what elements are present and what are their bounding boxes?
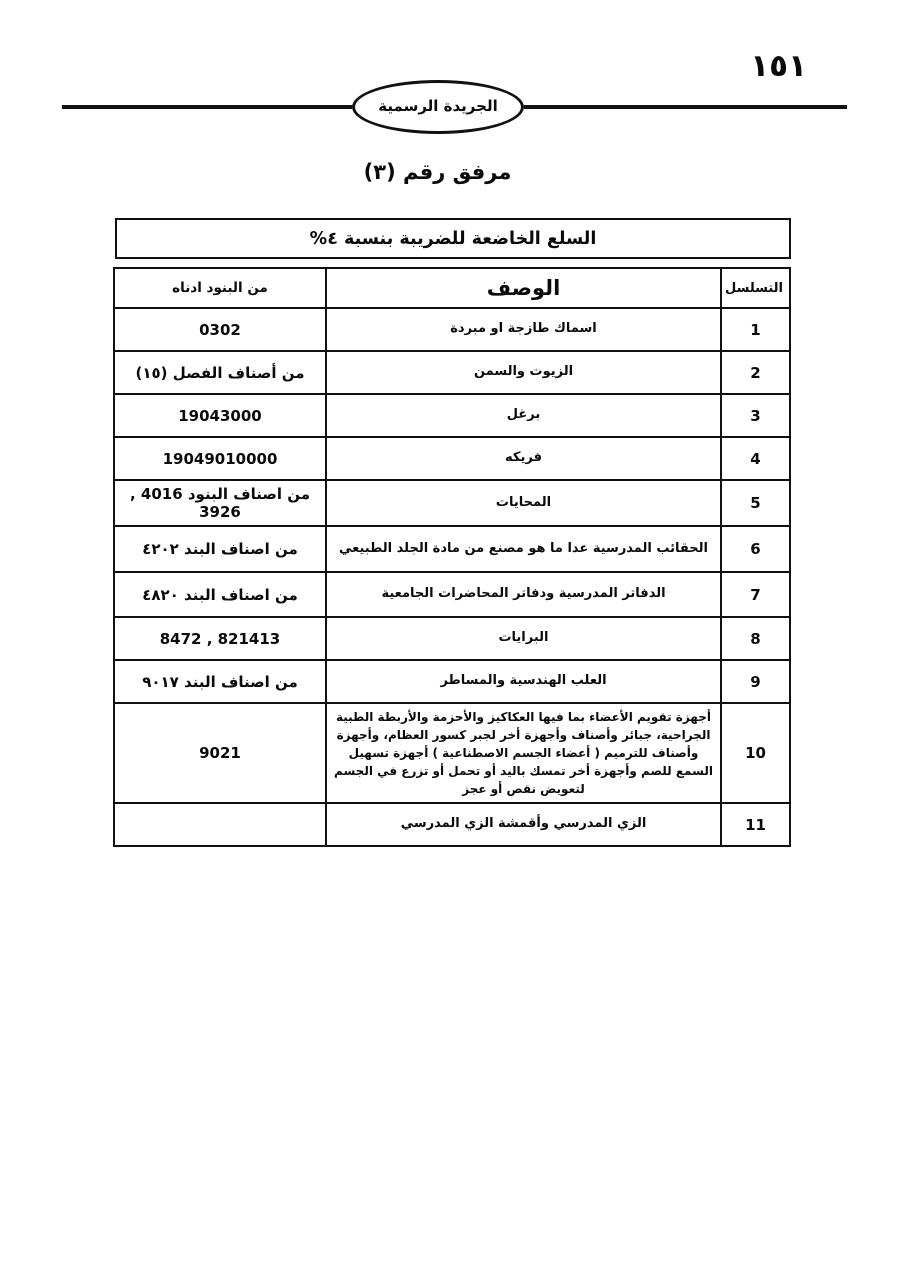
row-code: 19043000 (114, 394, 326, 437)
row-serial: 10 (721, 703, 790, 803)
table-row (114, 308, 790, 351)
row-serial: 1 (721, 308, 790, 351)
column-header-description: الوصف (326, 268, 721, 308)
row-serial: 5 (721, 480, 790, 526)
row-code: 9021 (114, 703, 326, 803)
row-serial: 9 (721, 660, 790, 703)
table-row (114, 703, 790, 803)
row-code: 8472 , 821413 (114, 617, 326, 660)
attachment-title: مرفق رقم (٣) (363, 160, 512, 184)
row-description: الحقائب المدرسية عدا ما هو مصنع من مادة الجلد الطبيعي (326, 526, 721, 572)
row-serial: 3 (721, 394, 790, 437)
row-description: أجهزة تقويم الأعضاء بما فيها العكاكيز والأحزمة والأربطة الطبية الجراحية، جبائر وأصناف وأجهزة أخر لجبر كسور العظام، وأجهزة وأصناف للترميم ( أعضاء الجسم الاصطناعية ) أجهزة تسهيل السمع للصم وأجهزة أخر تمسك باليد أو تحمل أو تزرع في الجسم لتعويض نقص أو عجز (326, 703, 721, 803)
row-description: اسماك طازجة او مبردة (326, 308, 721, 351)
row-code: من اصناف البند ٩٠١٧ (114, 660, 326, 703)
masthead-rule (62, 80, 847, 134)
row-serial: 6 (721, 526, 790, 572)
gazette-title: الجريدة الرسمية (378, 97, 498, 115)
table-title: السلع الخاضعة للضريبة بنسبة ٤% (115, 218, 791, 259)
row-serial: 11 (721, 803, 790, 846)
row-description: الزيوت والسمن (326, 351, 721, 394)
row-code: 0302 (114, 308, 326, 351)
row-description: الدفاتر المدرسية ودفاتر المحاضرات الجامعية (326, 572, 721, 617)
column-header-serial: التسلسل (721, 268, 790, 308)
table-header-row (114, 268, 790, 308)
column-header-code: من البنود ادناه (114, 268, 326, 308)
tax-goods-table-section (115, 218, 791, 847)
table-row (114, 394, 790, 437)
table-title-gap (115, 259, 791, 267)
row-serial: 7 (721, 572, 790, 617)
table-row (114, 351, 790, 394)
table-row (114, 660, 790, 703)
table-row (114, 526, 790, 572)
row-code: من اصناف البند ٤٢٠٢ (114, 526, 326, 572)
row-description: برغل (326, 394, 721, 437)
masthead-rule-right-segment (524, 105, 847, 109)
row-serial: 2 (721, 351, 790, 394)
table-row (114, 437, 790, 480)
row-code: من اصناف البنود 4016 , 3926 (114, 480, 326, 526)
row-description: فريكه (326, 437, 721, 480)
table-row (114, 572, 790, 617)
table-row (114, 617, 790, 660)
row-description: العلب الهندسية والمساطر (326, 660, 721, 703)
table-row (114, 803, 790, 846)
row-code: من أصناف الفصل (١٥) (114, 351, 326, 394)
gazette-oval-badge (352, 80, 524, 134)
row-serial: 4 (721, 437, 790, 480)
row-description: البرايات (326, 617, 721, 660)
page-number: ١٥١ (750, 48, 807, 84)
tax-goods-table (113, 267, 791, 847)
row-description: الزي المدرسي وأقمشة الزي المدرسي (326, 803, 721, 846)
row-code: 19049010000 (114, 437, 326, 480)
masthead-rule-left-segment (62, 105, 352, 109)
row-code: من اصناف البند ٤٨٢٠ (114, 572, 326, 617)
table-row (114, 480, 790, 526)
row-code (114, 803, 326, 846)
row-serial: 8 (721, 617, 790, 660)
row-description: المحايات (326, 480, 721, 526)
